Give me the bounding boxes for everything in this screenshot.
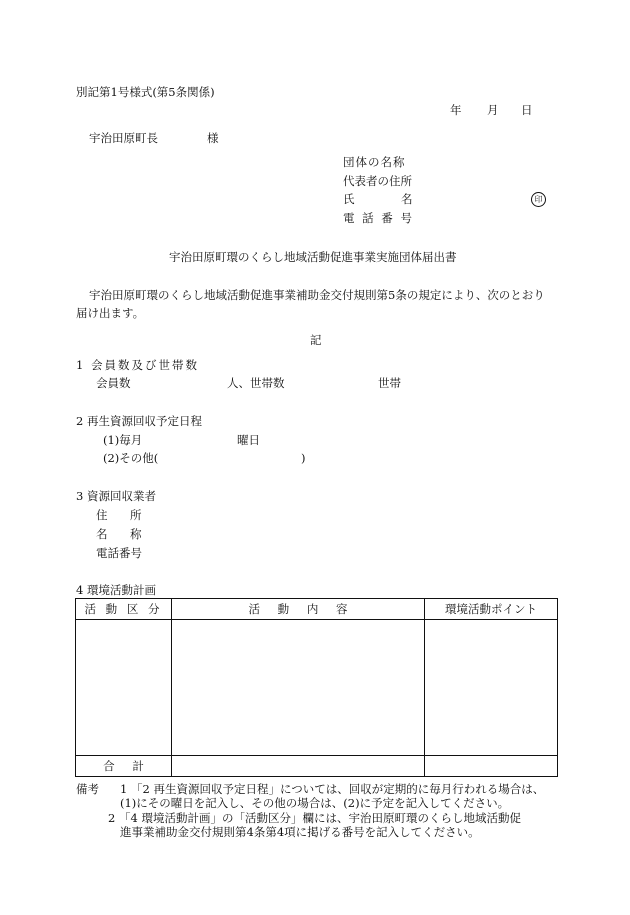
section-3-heading: 3 資源回収業者: [76, 489, 156, 503]
table-entry-row: [76, 620, 558, 756]
persons-households-label: 人、世帯数: [227, 376, 285, 390]
group-name-label: 団体の名称: [343, 155, 406, 169]
intro-line-2: 届け出ます。: [76, 306, 145, 320]
activity-category-cell[interactable]: [76, 620, 172, 756]
phone-label: 電 話 番 号: [343, 211, 414, 225]
addressee-honorific: 様: [207, 131, 219, 145]
column-activity-category: 活 動 区 分: [76, 599, 172, 620]
note-1-line-1: 1 「2 再生資源回収予定日程」については、回収が定期的に毎月行われる場合は、: [120, 782, 545, 796]
table-total-row: [76, 756, 558, 777]
vendor-name-label-1: 名: [96, 527, 108, 541]
total-label: 合 計: [76, 756, 172, 777]
name-label-second: 名: [401, 192, 413, 206]
schedule-weekday: 曜日: [237, 433, 260, 447]
vendor-address-label-1: 住: [96, 508, 108, 522]
intro-line-1: 宇治田原町環のくらし地域活動促進事業補助金交付規則第5条の規定により、次のとおり: [89, 288, 545, 302]
activity-plan-table: [75, 598, 558, 777]
date-year: 年: [450, 103, 462, 117]
document-title: 宇治田原町環のくらし地域活動促進事業実施団体届出書: [169, 250, 457, 264]
date-day: 日: [521, 103, 533, 117]
households-unit: 世帯: [378, 376, 401, 390]
schedule-monthly: (1)毎月: [103, 433, 143, 447]
column-activity-points: 環境活動ポイント: [425, 599, 558, 620]
seal-mark: 印: [531, 192, 546, 207]
activity-points-cell[interactable]: [425, 620, 558, 756]
representative-address-label: 代表者の住所: [343, 174, 412, 188]
activity-content-cell[interactable]: [172, 620, 425, 756]
section-1-heading: 1 会員数及び世帯数: [76, 358, 199, 372]
schedule-other: (2)その他(: [103, 451, 159, 465]
addressee-name: 宇治田原町長: [89, 131, 158, 145]
column-activity-content: 活 動 内 容: [172, 599, 425, 620]
vendor-name-label-2: 称: [130, 527, 142, 541]
form-reference: 別記第1号様式(第5条関係): [76, 85, 215, 99]
vendor-address-label-2: 所: [130, 508, 142, 522]
total-points-cell[interactable]: [425, 756, 558, 777]
note-2-line-1: 2 「4 環境活動計画」の「活動区分」欄には、宇治田原町環のくらし地域活動促: [108, 811, 521, 825]
date-month: 月: [487, 103, 499, 117]
notes-label: 備考: [76, 782, 99, 796]
vendor-phone-label: 電話番号: [96, 546, 142, 560]
ki-mark: 記: [310, 333, 322, 347]
members-label: 会員数: [96, 376, 131, 390]
table-header-row: [76, 599, 558, 620]
section-2-heading: 2 再生資源回収予定日程: [76, 414, 202, 428]
section-4-heading: 4 環境活動計画: [76, 583, 156, 597]
schedule-other-close: ): [301, 451, 306, 465]
note-1-line-2: (1)にその曜日を記入し、その他の場合は、(2)に予定を記入してください。: [120, 796, 510, 810]
note-2-line-2: 進事業補助金交付規則第4条第4項に掲げる番号を記入してください。: [120, 825, 480, 839]
name-label-first: 氏: [343, 192, 355, 206]
total-content-cell: [172, 756, 425, 777]
